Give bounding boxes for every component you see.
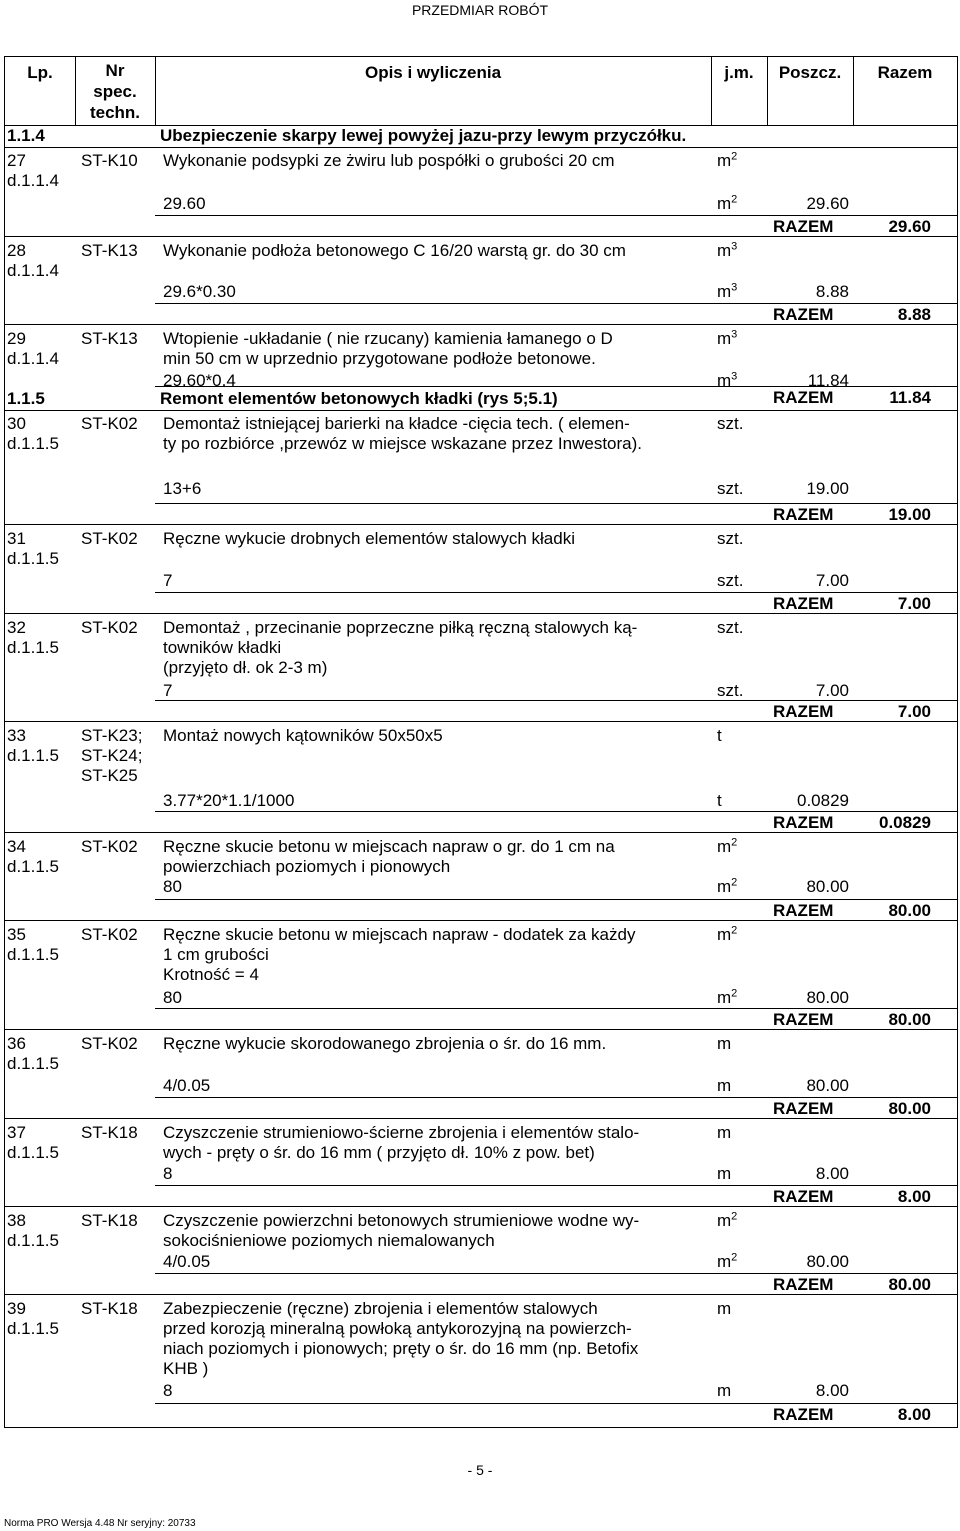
description-line: Krotność = 4 (163, 965, 259, 984)
item-description (163, 726, 708, 746)
unit-text: m (717, 329, 732, 348)
item-lp: 36 (7, 1034, 26, 1053)
description-line: Wtopienie -układanie ( nie rzucany) kamienia łamanego o D (163, 329, 613, 348)
unit-text: m (717, 241, 732, 260)
calc-separator (155, 811, 957, 812)
calc-unit-text: m (717, 1381, 732, 1400)
item-ref: d.1.1.5 (7, 945, 59, 964)
item-description (163, 837, 708, 877)
item-spec (81, 1034, 138, 1054)
item-number (7, 1123, 59, 1163)
item-ref: d.1.1.5 (7, 434, 59, 453)
item-number (7, 329, 59, 369)
razem-value: 8.00 (897, 1405, 931, 1424)
calc-separator (155, 592, 957, 593)
item-ref: d.1.1.4 (7, 349, 59, 368)
item-unit (717, 151, 737, 171)
razem-value: 0.0829 (879, 813, 931, 832)
item-spec (81, 414, 138, 434)
item-number (7, 726, 59, 766)
item-number (7, 529, 59, 569)
calc-unit-text: m (717, 1076, 732, 1095)
bill-of-quantities-table (4, 56, 958, 1428)
description-line: Demontaż istniejącej barierki na kładce -cięcia tech. ( elemen- (163, 414, 630, 433)
header-lp: Lp. (27, 63, 53, 82)
section-header (5, 125, 957, 148)
header-techn: techn. (89, 103, 141, 122)
unit-text: szt. (717, 529, 744, 548)
unit-text: szt. (717, 618, 744, 637)
razem-value: 19.00 (888, 505, 931, 524)
item-ref: d.1.1.4 (7, 171, 59, 190)
item-unit (717, 925, 737, 945)
spec-code: ST-K18 (81, 1299, 138, 1318)
item-unit (717, 1211, 737, 1231)
calc-unit (717, 282, 737, 302)
calc-quantity: 7.00 (815, 681, 849, 700)
razem-value: 7.00 (897, 702, 931, 721)
description-line: 1 cm grubości (163, 945, 269, 964)
calc-expression: 29.6*0.30 (163, 282, 236, 301)
item-number (7, 414, 59, 454)
calc-quantity: 19.00 (806, 479, 849, 498)
item-description (163, 1211, 708, 1251)
header-razem: Razem (877, 63, 933, 82)
section-code: 1.1.4 (7, 126, 45, 145)
item-lp: 28 (7, 241, 26, 260)
table-header (5, 57, 957, 126)
description-line: towników kładki (163, 638, 282, 657)
razem-value: 80.00 (888, 901, 931, 920)
section-code: 1.1.5 (7, 389, 45, 408)
item-description (163, 241, 708, 261)
item-lp: 37 (7, 1123, 26, 1142)
calc-unit-text: szt. (717, 571, 744, 590)
description-line: Ręczne skucie betonu w miejscach napraw - dodatek za każdy (163, 925, 636, 944)
calc-expression: 29.60*0.4 (163, 371, 236, 390)
unit-exponent: 2 (731, 1210, 738, 1223)
calc-quantity: 0.0829 (797, 791, 849, 810)
calc-expression: 8 (163, 1164, 173, 1183)
item-spec (81, 151, 138, 171)
header-opis: Opis i wyliczenia (364, 63, 502, 82)
section-title: Ubezpieczenie skarpy lewej powyżej jazu-przy lewym przyczółku. (160, 126, 687, 145)
razem-value: 80.00 (888, 1275, 931, 1294)
item-unit (717, 241, 737, 261)
calc-quantity: 8.00 (815, 1381, 849, 1400)
item-lp: 30 (7, 414, 26, 433)
razem-label: RAZEM (773, 505, 834, 524)
calc-separator (155, 386, 957, 387)
calc-unit (717, 194, 737, 214)
razem-value: 8.00 (897, 1187, 931, 1206)
item-lp: 39 (7, 1299, 26, 1318)
item-spec (81, 329, 138, 349)
item-ref: d.1.1.5 (7, 638, 59, 657)
description-line: Montaż nowych kątowników 50x50x5 (163, 726, 443, 745)
item-ref: d.1.1.5 (7, 1319, 59, 1338)
calc-unit (717, 479, 743, 499)
section-title: Remont elementów betonowych kładki (rys 5;5.1) (160, 389, 558, 408)
calc-quantity: 80.00 (806, 1252, 849, 1271)
razem-label: RAZEM (773, 1099, 834, 1118)
header-poszcz: Poszcz. (778, 63, 842, 82)
item-description (163, 529, 708, 549)
calc-quantity: 80.00 (806, 988, 849, 1007)
calc-unit-exponent: 2 (731, 987, 738, 1000)
calc-unit-text: m (717, 282, 732, 301)
table-row (5, 147, 957, 237)
item-number (7, 925, 59, 965)
calc-separator (155, 1008, 957, 1009)
calc-quantity: 29.60 (806, 194, 849, 213)
unit-text: m (717, 1211, 732, 1230)
spec-code: ST-K23; (81, 726, 143, 745)
calc-quantity: 8.88 (815, 282, 849, 301)
table-row (5, 237, 957, 325)
calc-separator (155, 700, 957, 701)
unit-exponent: 2 (731, 150, 738, 163)
spec-code: ST-K18 (81, 1123, 138, 1142)
unit-exponent: 2 (731, 924, 738, 937)
spec-code: ST-K13 (81, 329, 138, 348)
description-line: powierzchiach poziomych i pionowych (163, 857, 451, 876)
item-description (163, 618, 708, 678)
calc-unit-text: szt. (717, 479, 744, 498)
calc-unit-text: m (717, 1164, 732, 1183)
header-spec (75, 60, 155, 123)
calc-quantity: 80.00 (806, 877, 849, 896)
calc-separator (155, 1185, 957, 1186)
unit-text: m (717, 1034, 732, 1053)
calc-unit (717, 371, 737, 391)
calc-separator (155, 899, 957, 900)
unit-text: szt. (717, 414, 744, 433)
spec-code: ST-K02 (81, 925, 138, 944)
item-number (7, 151, 59, 191)
calc-unit (717, 791, 722, 811)
item-number (7, 618, 59, 658)
calc-unit-text: m (717, 1252, 732, 1271)
table-row (5, 1030, 957, 1119)
header-jm: j.m. (724, 63, 754, 82)
item-spec (81, 529, 138, 549)
razem-label: RAZEM (773, 388, 834, 407)
item-spec (81, 837, 138, 857)
calc-separator (155, 1403, 957, 1404)
item-lp: 32 (7, 618, 26, 637)
unit-text: m (717, 925, 732, 944)
item-unit (717, 1299, 731, 1319)
razem-label: RAZEM (773, 1010, 834, 1029)
calc-unit (717, 1252, 737, 1272)
software-footer: Norma PRO Wersja 4.48 Nr seryjny: 20733 (4, 1518, 196, 1529)
table-row (5, 1295, 957, 1427)
unit-text: m (717, 1299, 732, 1318)
table-row (5, 410, 957, 525)
razem-value: 80.00 (888, 1010, 931, 1029)
unit-text: m (717, 151, 732, 170)
item-lp: 34 (7, 837, 26, 856)
item-spec (81, 726, 142, 786)
item-unit (717, 414, 743, 434)
calc-unit (717, 681, 743, 701)
calc-separator (155, 503, 957, 504)
razem-label: RAZEM (773, 594, 834, 613)
spec-code: ST-K24; (81, 746, 143, 765)
calc-expression: 3.77*20*1.1/1000 (163, 791, 295, 810)
razem-value: 8.88 (897, 305, 931, 324)
table-row (5, 1119, 957, 1207)
calc-quantity: 11.84 (807, 371, 849, 390)
item-spec (81, 925, 138, 945)
calc-quantity: 8.00 (815, 1164, 849, 1183)
calc-expression: 13+6 (163, 479, 202, 498)
item-description (163, 151, 708, 171)
calc-unit-text: szt. (717, 681, 744, 700)
spec-code: ST-K02 (81, 1034, 138, 1053)
description-line: Ręczne wykucie drobnych elementów stalowych kładki (163, 529, 575, 548)
description-line: Ręczne skucie betonu w miejscach napraw o gr. do 1 cm na (163, 837, 615, 856)
calc-separator (155, 215, 957, 216)
razem-label: RAZEM (773, 702, 834, 721)
description-line: przed korozją mineralną powłoką antykorozyjną na powierzch- (163, 1319, 632, 1338)
calc-quantity: 7.00 (815, 571, 849, 590)
description-line: (przyjęto dł. ok 2-3 m) (163, 658, 328, 677)
item-spec (81, 1123, 138, 1143)
table-row (5, 614, 957, 722)
calc-expression: 80 (163, 988, 182, 1007)
description-line: Czyszczenie powierzchni betonowych strumieniowe wodne wy- (163, 1211, 640, 1230)
calc-expression: 7 (163, 571, 173, 590)
item-unit (717, 1123, 731, 1143)
item-description (163, 1299, 708, 1379)
razem-label: RAZEM (773, 901, 834, 920)
header-spec-line: spec. (93, 82, 137, 101)
calc-unit-exponent: 2 (731, 876, 738, 889)
calc-unit-exponent: 3 (731, 281, 738, 294)
calc-unit (717, 1076, 731, 1096)
item-number (7, 837, 59, 877)
calc-unit (717, 1164, 731, 1184)
spec-code: ST-K10 (81, 151, 138, 170)
razem-value: 29.60 (888, 217, 931, 236)
item-spec (81, 241, 138, 261)
table-row (5, 525, 957, 614)
calc-expression: 80 (163, 877, 182, 896)
item-ref: d.1.1.5 (7, 746, 59, 765)
calc-unit (717, 1381, 731, 1401)
calc-unit-exponent: 2 (731, 1251, 738, 1264)
item-unit (717, 837, 737, 857)
item-lp: 33 (7, 726, 26, 745)
calc-expression: 4/0.05 (163, 1076, 211, 1095)
item-number (7, 1299, 59, 1339)
item-unit (717, 329, 737, 349)
item-spec (81, 618, 138, 638)
calc-expression: 29.60 (163, 194, 206, 213)
item-ref: d.1.1.5 (7, 1231, 59, 1250)
razem-value: 80.00 (888, 1099, 931, 1118)
calc-unit-text: m (717, 988, 732, 1007)
table-row (5, 833, 957, 921)
razem-value: 11.84 (889, 388, 931, 407)
calc-unit-exponent: 2 (731, 193, 738, 206)
unit-text: m (717, 837, 732, 856)
calc-unit (717, 988, 737, 1008)
item-lp: 31 (7, 529, 26, 548)
unit-exponent: 3 (731, 328, 738, 341)
description-line: KHB ) (163, 1359, 209, 1378)
description-line: wych - pręty o śr. do 16 mm ( przyjęto dł. 10% z pow. bet) (163, 1143, 595, 1162)
calc-unit (717, 877, 737, 897)
table-row (5, 722, 957, 833)
item-lp: 38 (7, 1211, 26, 1230)
item-ref: d.1.1.5 (7, 1054, 59, 1073)
calc-expression: 4/0.05 (163, 1252, 211, 1271)
item-description (163, 329, 708, 369)
header-nr: Nr (105, 61, 125, 80)
calc-unit-text: m (717, 371, 732, 390)
razem-label: RAZEM (773, 813, 834, 832)
calc-unit-text: m (717, 877, 732, 896)
razem-label: RAZEM (773, 217, 834, 236)
item-spec (81, 1299, 138, 1319)
item-unit (717, 1034, 731, 1054)
description-line: ty po rozbiórce ,przewóz w miejsce wskazane przez Inwestora). (163, 434, 643, 453)
description-line: Zabezpieczenie (ręczne) zbrojenia i elementów stalowych (163, 1299, 598, 1318)
description-line: Ręczne wykucie skorodowanego zbrojenia o śr. do 16 mm. (163, 1034, 607, 1053)
item-ref: d.1.1.5 (7, 857, 59, 876)
item-unit (717, 726, 722, 746)
calc-unit-exponent: 3 (731, 370, 738, 383)
calc-unit-text: t (717, 791, 722, 810)
item-number (7, 1034, 59, 1074)
spec-code: ST-K02 (81, 837, 138, 856)
item-description (163, 925, 708, 985)
description-line: Wykonanie podłoża betonowego C 16/20 warstą gr. do 30 cm (163, 241, 626, 260)
description-line: Demontaż , przecinanie poprzeczne piłką ręczną stalowych ką- (163, 618, 638, 637)
page-title: PRZEDMIAR ROBÓT (411, 2, 549, 18)
spec-code: ST-K13 (81, 241, 138, 260)
item-spec (81, 1211, 138, 1231)
description-line: niach poziomych i pionowych; pręty o śr. do 16 mm (np. Betofix (163, 1339, 639, 1358)
unit-text: m (717, 1123, 732, 1142)
spec-code: ST-K18 (81, 1211, 138, 1230)
item-unit (717, 618, 743, 638)
calc-separator (155, 303, 957, 304)
calc-quantity: 80.00 (806, 1076, 849, 1095)
item-description (163, 414, 708, 454)
calc-unit (717, 571, 743, 591)
spec-code: ST-K02 (81, 529, 138, 548)
item-description (163, 1034, 708, 1054)
table-row (5, 921, 957, 1030)
item-number (7, 241, 59, 281)
calc-expression: 7 (163, 681, 173, 700)
item-description (163, 1123, 708, 1163)
page-number: - 5 - (467, 1462, 493, 1478)
spec-code: ST-K02 (81, 618, 138, 637)
calc-separator (155, 1097, 957, 1098)
calc-unit-text: m (717, 194, 732, 213)
item-lp: 27 (7, 151, 26, 170)
spec-code: ST-K02 (81, 414, 138, 433)
calc-separator (155, 1273, 957, 1274)
table-row (5, 1207, 957, 1295)
razem-label: RAZEM (773, 1275, 834, 1294)
spec-code: ST-K25 (81, 766, 138, 785)
item-unit (717, 529, 743, 549)
description-line: Wykonanie podsypki ze żwiru lub pospółki o grubości 20 cm (163, 151, 615, 170)
razem-label: RAZEM (773, 1405, 834, 1424)
item-number (7, 1211, 59, 1251)
item-lp: 35 (7, 925, 26, 944)
item-ref: d.1.1.4 (7, 261, 59, 280)
unit-exponent: 2 (731, 836, 738, 849)
razem-label: RAZEM (773, 1187, 834, 1206)
item-ref: d.1.1.5 (7, 1143, 59, 1162)
description-line: sokociśnieniowe poziomych niemalowanych (163, 1231, 495, 1250)
razem-label: RAZEM (773, 305, 834, 324)
item-lp: 29 (7, 329, 26, 348)
razem-value: 7.00 (897, 594, 931, 613)
item-ref: d.1.1.5 (7, 549, 59, 568)
unit-exponent: 3 (731, 240, 738, 253)
unit-text: t (717, 726, 722, 745)
description-line: min 50 cm w uprzednio przygotowane podłoże betonowe. (163, 349, 596, 368)
description-line: Czyszczenie strumieniowo-ścierne zbrojenia i elementów stalo- (163, 1123, 640, 1142)
calc-expression: 8 (163, 1381, 173, 1400)
